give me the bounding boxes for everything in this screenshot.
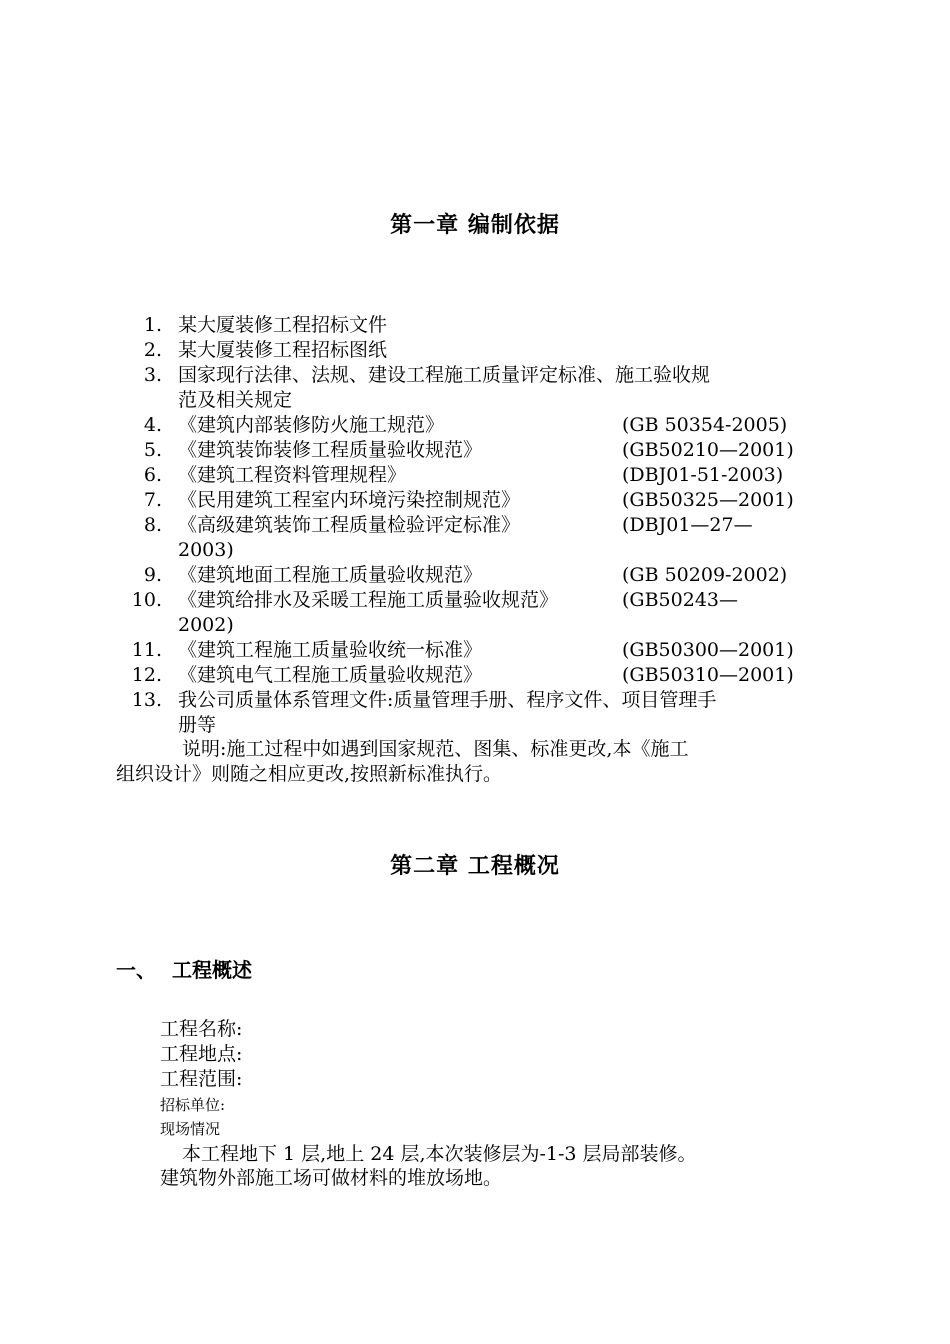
- chapter-2-title: 第二章 工程概况: [390, 854, 560, 879]
- list-item-number: 13.: [131, 689, 162, 711]
- field-project-location: 工程地点:: [160, 1043, 243, 1065]
- list-item-text: 某大厦装修工程招标文件: [178, 314, 388, 336]
- list-item-standard-code: (GB50325—2001): [622, 489, 794, 511]
- list-item-number: 4.: [143, 414, 162, 436]
- list-item-text: 《建筑装饰装修工程质量验收规范》: [178, 439, 483, 461]
- list-item-text: 《建筑地面工程施工质量验收规范》: [178, 564, 483, 586]
- note-line-1: 说明:施工过程中如遇到国家规范、图集、标准更改,本《施工: [182, 738, 689, 760]
- list-item-text: 《民用建筑工程室内环境污染控制规范》: [178, 489, 521, 511]
- list-item-number: 3.: [143, 364, 162, 386]
- field-project-name: 工程名称:: [160, 1018, 243, 1040]
- note-line-2: 组织设计》则随之相应更改,按照新标准执行。: [116, 763, 503, 785]
- list-item-standard-code: (GB50243—: [622, 589, 738, 611]
- list-item-number: 11.: [131, 639, 162, 661]
- list-item-text: 2003): [178, 539, 234, 561]
- section-marker: 一、: [116, 958, 156, 982]
- list-item-standard-code: (DBJ01-51-2003): [622, 464, 784, 486]
- list-item-standard-code: (DBJ01—27—: [622, 514, 753, 536]
- list-item-standard-code: (GB50310—2001): [622, 664, 794, 686]
- field-tender-unit: 招标单位:: [160, 1096, 226, 1114]
- list-item-text: 《建筑电气工程施工质量验收规范》: [178, 664, 483, 686]
- chapter-1-title: 第一章 编制依据: [390, 213, 560, 238]
- field-project-scope: 工程范围:: [160, 1068, 243, 1090]
- list-item-text: 《建筑工程施工质量验收统一标准》: [178, 639, 483, 661]
- list-item-text: 范及相关规定: [178, 389, 293, 411]
- list-item-number: 7.: [143, 489, 162, 511]
- list-item-text: 某大厦装修工程招标图纸: [178, 339, 388, 361]
- list-item-number: 9.: [143, 564, 162, 586]
- list-item-text: 2002): [178, 614, 234, 636]
- list-item-text: 册等: [178, 714, 217, 736]
- section-title: 工程概述: [172, 958, 252, 982]
- list-item-number: 10.: [131, 589, 162, 611]
- list-item-text: 我公司质量体系管理文件:质量管理手册、程序文件、项目管理手: [178, 689, 717, 711]
- list-item-text: 《高级建筑装饰工程质量检验评定标准》: [178, 514, 521, 536]
- list-item-text: 国家现行法律、法规、建设工程施工质量评定标准、施工验收规: [178, 364, 711, 386]
- list-item-number: 8.: [143, 514, 162, 536]
- overview-paragraph-line-1: 本工程地下 1 层,地上 24 层,本次装修层为-1-3 层局部装修。: [182, 1143, 697, 1165]
- list-item-standard-code: (GB50300—2001): [622, 639, 794, 661]
- list-item-text: 《建筑给排水及采暖工程施工质量验收规范》: [178, 589, 559, 611]
- list-item-number: 6.: [143, 464, 162, 486]
- list-item-text: 《建筑内部装修防火施工规范》: [178, 414, 445, 436]
- section-heading: [116, 954, 252, 983]
- list-item-standard-code: (GB50210—2001): [622, 439, 794, 461]
- list-item-number: 2.: [143, 339, 162, 361]
- field-site-conditions: 现场情况: [160, 1120, 221, 1138]
- list-item-standard-code: (GB 50354-2005): [622, 414, 788, 436]
- list-item-text: 《建筑工程资料管理规程》: [178, 464, 407, 486]
- list-item-standard-code: (GB 50209-2002): [622, 564, 788, 586]
- list-item-number: 5.: [143, 439, 162, 461]
- overview-paragraph-line-2: 建筑物外部施工场可做材料的堆放场地。: [160, 1167, 503, 1189]
- list-item-number: 1.: [143, 314, 162, 336]
- list-item-number: 12.: [131, 664, 162, 686]
